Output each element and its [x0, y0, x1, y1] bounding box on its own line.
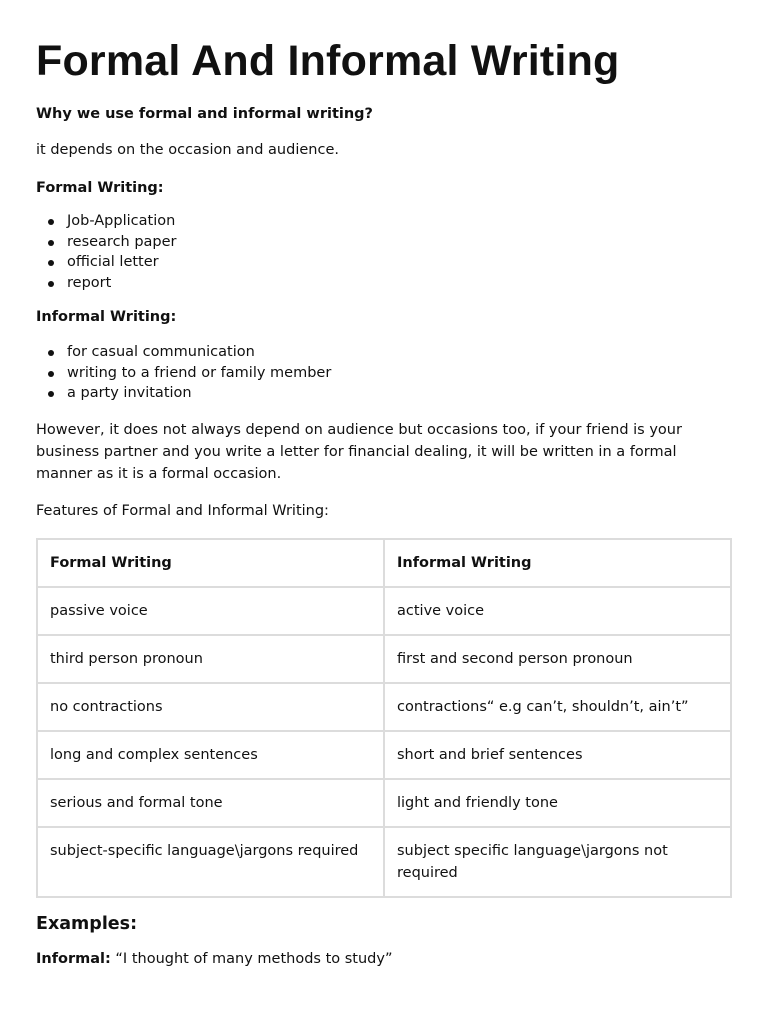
table-cell: contractions“ e.g can’t, shouldn’t, ain’t” — [384, 683, 731, 731]
bullet-icon — [48, 219, 54, 225]
bullet-icon — [48, 240, 54, 246]
informal-writing-list — [36, 342, 732, 404]
table-cell: passive voice — [37, 587, 384, 635]
list-item: research paper — [36, 232, 732, 253]
informal-example — [36, 949, 732, 969]
list-item: official letter — [36, 252, 732, 273]
page-title: Formal And Informal Writing — [36, 37, 620, 85]
bullet-icon — [48, 371, 54, 377]
features-intro: Features of Formal and Informal Writing: — [36, 502, 329, 519]
list-item: Job-Application — [36, 211, 732, 232]
table-row — [37, 731, 731, 779]
however-paragraph: However, it does not always depend on audience but occasions too, if your friend is your business partner and you write a letter for financial dealing, it will be written in a formal manner as it is a formal occasion. — [36, 421, 682, 482]
formal-writing-heading: Formal Writing: — [36, 180, 164, 196]
table-cell: first and second person pronoun — [384, 635, 731, 683]
list-item: report — [36, 273, 732, 294]
table-cell: active voice — [384, 587, 731, 635]
bullet-icon — [48, 281, 54, 287]
list-item: a party invitation — [36, 383, 732, 404]
table-cell: subject-specific language\jargons required — [37, 827, 384, 897]
informal-writing-heading: Informal Writing: — [36, 309, 177, 325]
list-item: for casual communication — [36, 342, 732, 363]
table-header-row — [37, 539, 731, 587]
table-cell: short and brief sentences — [384, 731, 731, 779]
table-row — [37, 635, 731, 683]
bullet-icon — [48, 260, 54, 266]
table-cell: no contractions — [37, 683, 384, 731]
list-item: writing to a friend or family member — [36, 363, 732, 384]
table-cell: subject specific language\jargons not required — [384, 827, 731, 897]
formal-writing-list — [36, 211, 732, 293]
table-header-cell: Informal Writing — [384, 539, 731, 587]
table-row — [37, 827, 731, 897]
informal-example-label: Informal: — [36, 950, 111, 967]
table-cell: light and friendly tone — [384, 779, 731, 827]
examples-heading: Examples: — [36, 913, 138, 934]
informal-example-text: “I thought of many methods to study” — [110, 950, 393, 967]
table-row — [37, 683, 731, 731]
bullet-icon — [48, 391, 54, 397]
table-row — [37, 587, 731, 635]
bullet-icon — [48, 350, 54, 356]
table-cell: long and complex sentences — [37, 731, 384, 779]
table-cell: serious and formal tone — [37, 779, 384, 827]
answer-text: it depends on the occasion and audience. — [36, 142, 339, 158]
table-cell: third person pronoun — [37, 635, 384, 683]
features-table — [36, 538, 732, 898]
table-row — [37, 779, 731, 827]
question-heading: Why we use formal and informal writing? — [36, 106, 373, 122]
table-header-cell: Formal Writing — [37, 539, 384, 587]
